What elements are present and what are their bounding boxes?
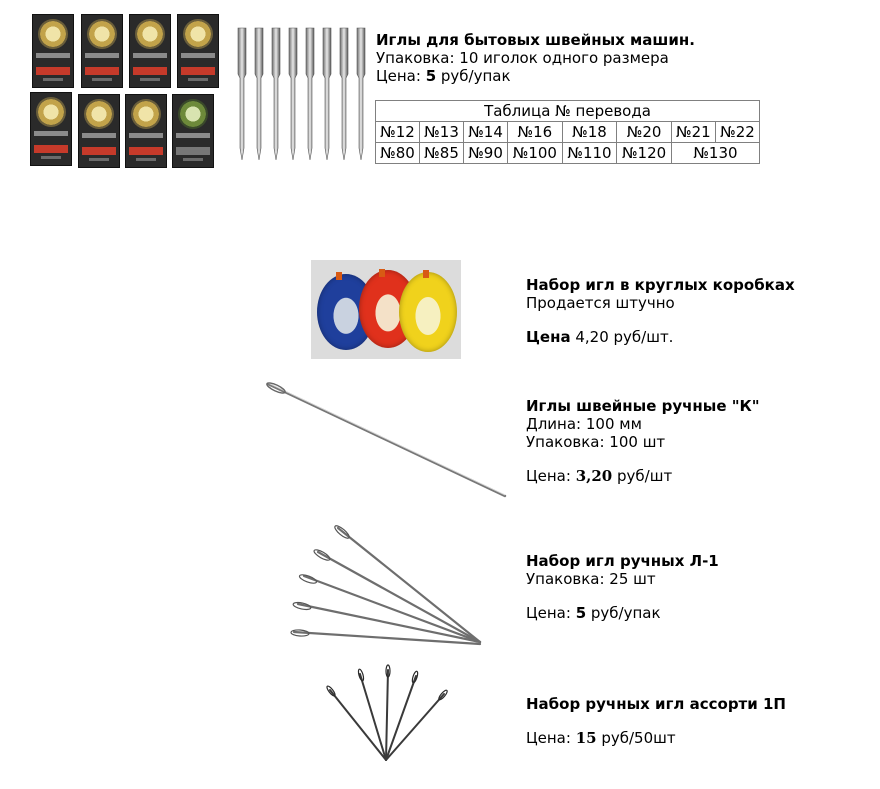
- round-box-set-note: Продается штучно: [526, 294, 675, 312]
- price-value: 4,20 руб/шт.: [570, 328, 674, 346]
- table-caption-row: [376, 101, 760, 122]
- price-unit: руб/шт: [612, 467, 673, 485]
- machine-needles-title: Иглы для бытовых швейных машин.: [376, 31, 695, 49]
- needle-packet: [129, 14, 171, 88]
- size-cell: №120: [617, 143, 672, 164]
- needle-packet: [32, 14, 74, 88]
- hand-k-price: [526, 467, 672, 485]
- price-value: 3,20: [575, 467, 613, 485]
- size-cell: №18: [562, 122, 617, 143]
- table-caption: Таблица № перевода: [376, 101, 760, 122]
- size-cell: №130: [671, 143, 759, 164]
- machine-needles-packaging: Упаковка: 10 иголок одного размера: [376, 49, 669, 67]
- size-cell: №14: [464, 122, 508, 143]
- hand-needle-k-image: [262, 378, 512, 502]
- size-cell: №90: [464, 143, 508, 164]
- size-cell: №16: [508, 122, 563, 143]
- hand-k-length: Длина: 100 мм: [526, 415, 642, 433]
- hand-k-title: Иглы швейные ручные "К": [526, 397, 760, 415]
- hand-l1-price: [526, 604, 661, 622]
- needle-packet: [172, 94, 214, 168]
- table-row: [376, 122, 760, 143]
- price-label: Цена:: [526, 604, 576, 622]
- needle-packets-image: [28, 12, 220, 172]
- assort-needles-image: [322, 664, 454, 764]
- price-unit: руб/50шт: [596, 729, 676, 747]
- price-value: 5: [575, 604, 587, 622]
- size-cell: №22: [715, 122, 759, 143]
- price-value: 15: [575, 729, 597, 747]
- size-cell: №21: [671, 122, 715, 143]
- hand-l1-packaging: Упаковка: 25 шт: [526, 570, 656, 588]
- assort-price: [526, 729, 676, 747]
- size-cell: №85: [420, 143, 464, 164]
- machine-needles-image: [232, 24, 368, 164]
- hand-l1-title: Набор игл ручных Л-1: [526, 552, 719, 570]
- needle-packet: [78, 94, 120, 168]
- round-box-set-title: Набор игл в круглых коробках: [526, 276, 795, 294]
- needle-packet: [81, 14, 123, 88]
- price-unit: руб/упак: [436, 67, 511, 85]
- price-unit: руб/упак: [586, 604, 661, 622]
- needle-packet: [30, 92, 72, 166]
- price-label: Цена:: [526, 467, 576, 485]
- size-cell: №20: [617, 122, 672, 143]
- size-cell: №13: [420, 122, 464, 143]
- table-row: [376, 143, 760, 164]
- needle-packet: [177, 14, 219, 88]
- price-label: Цена: [526, 328, 571, 346]
- size-cell: №110: [562, 143, 617, 164]
- round-box-needles-image: [311, 260, 461, 359]
- hand-k-packaging: Упаковка: 100 шт: [526, 433, 666, 451]
- price-value: 5: [425, 67, 437, 85]
- size-cell: №100: [508, 143, 563, 164]
- assort-title: Набор ручных игл ассорти 1П: [526, 695, 786, 713]
- needle-packet: [125, 94, 167, 168]
- size-cell: №80: [376, 143, 420, 164]
- price-label: Цена:: [526, 729, 576, 747]
- round-box-set-price: [526, 328, 673, 346]
- price-label: Цена:: [376, 67, 426, 85]
- hand-needles-l1-image: [288, 520, 486, 650]
- size-cell: №12: [376, 122, 420, 143]
- machine-needles-price: [376, 67, 511, 85]
- size-translation-table: [375, 100, 760, 164]
